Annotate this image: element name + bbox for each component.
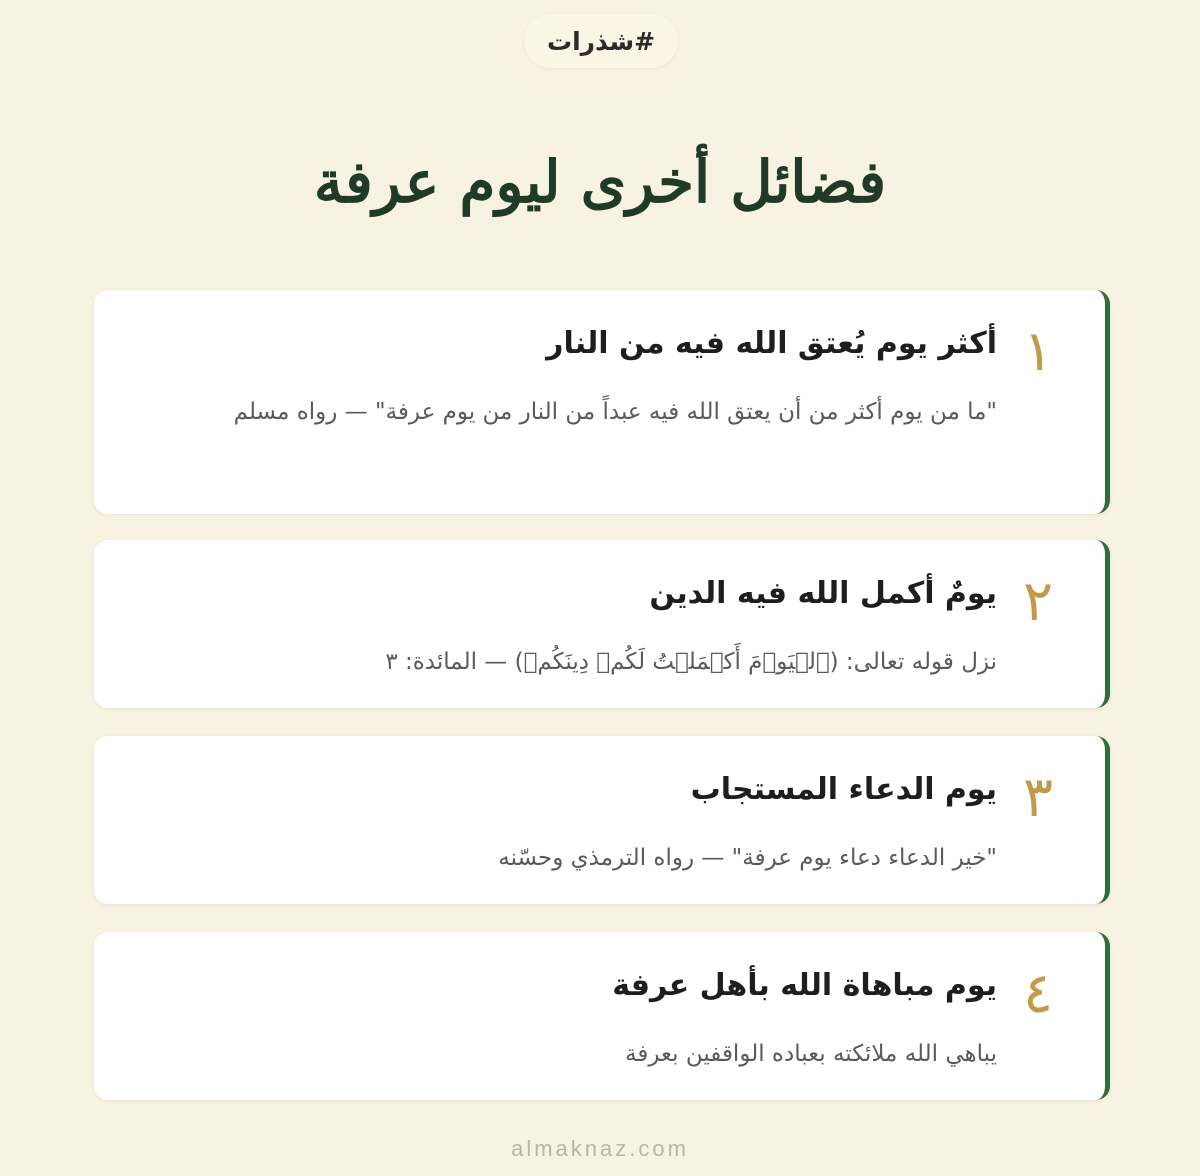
card-title: يوم مباهاة الله بأهل عرفة <box>612 968 997 1003</box>
card-number: ٢ <box>1022 569 1054 634</box>
virtue-card-4 <box>94 932 1110 1100</box>
card-description: نزل قوله تعالى: (ٱلۡيَوۡمَ أَكۡمَلۡتُ لَكُمۡ دِينَكُمۡ) — المائدة: ٣ <box>385 649 997 675</box>
card-title: يوم الدعاء المستجاب <box>690 772 997 807</box>
virtue-card-3 <box>94 736 1110 904</box>
virtue-card-1 <box>94 290 1110 514</box>
card-description: "خير الدعاء دعاء يوم عرفة" — رواه الترمذي وحسّنه <box>498 845 997 871</box>
card-title: يومٌ أكمل الله فيه الدين <box>649 576 997 611</box>
card-title: أكثر يوم يُعتق الله فيه من النار <box>546 326 997 361</box>
card-number: ٤ <box>1022 961 1054 1026</box>
page-title: فضائل أخرى ليوم عرفة <box>313 148 887 216</box>
card-description: "ما من يوم أكثر من أن يعتق الله فيه عبداً من النار من يوم عرفة" — رواه مسلم <box>233 399 997 425</box>
card-number: ٣ <box>1022 765 1054 830</box>
hashtag-badge: #شذرات <box>524 14 678 68</box>
virtue-card-2 <box>94 540 1110 708</box>
footer-website: almaknaz.com <box>511 1136 689 1161</box>
card-number: ١ <box>1022 319 1054 384</box>
card-description: يباهي الله ملائكته بعباده الواقفين بعرفة <box>625 1041 997 1067</box>
